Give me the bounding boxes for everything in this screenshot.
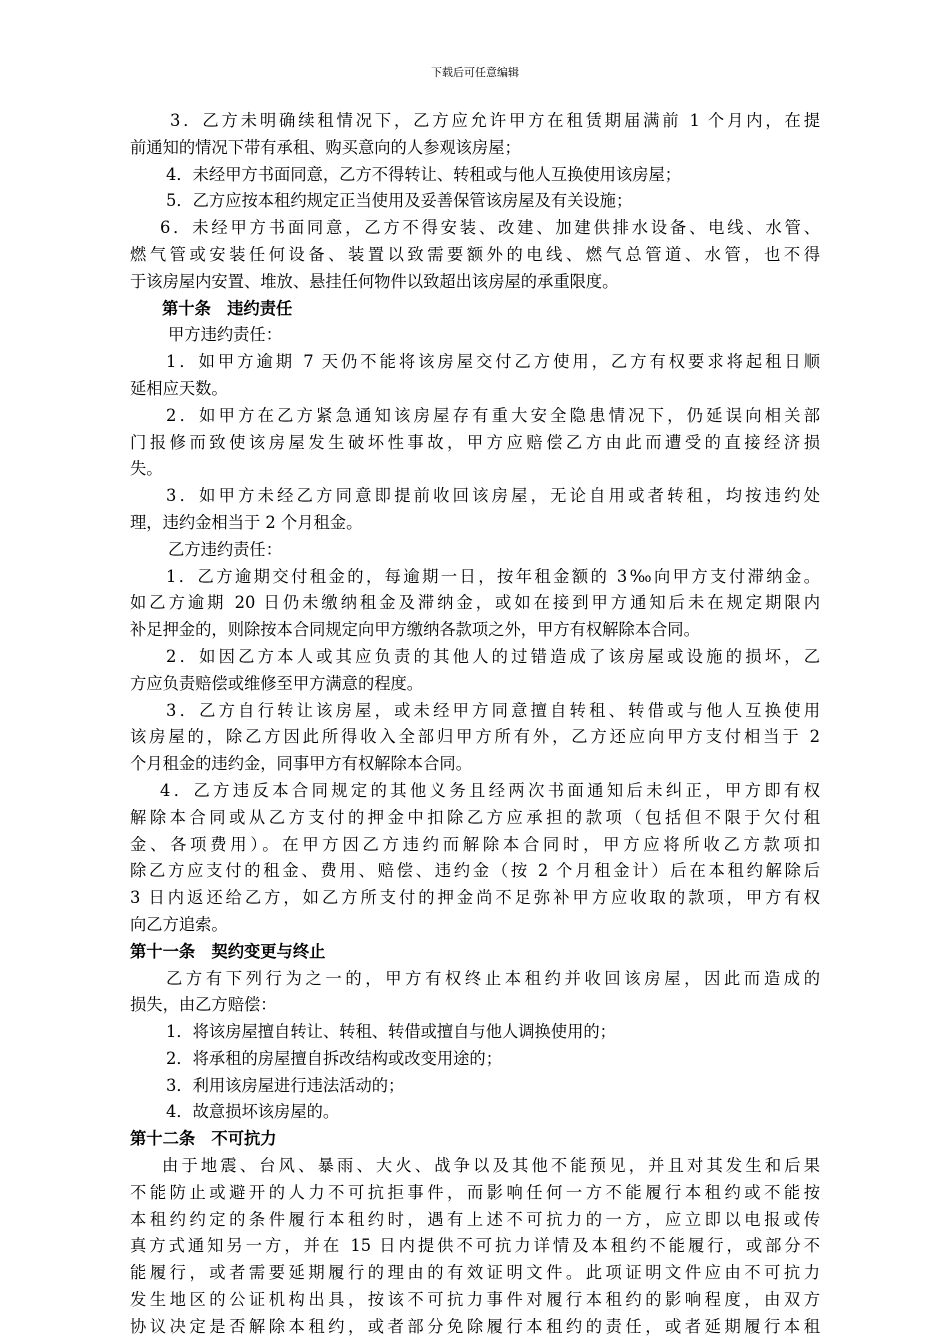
text-line: 如乙方逾期 20 日仍未缴纳租金及滞纳金，或如在接到甲方通知后未在规定期限内 [130, 593, 820, 613]
text-line: 解除本合同或从乙方支付的押金中扣除乙方应承担的款项（包括但不限于欠付租 [130, 807, 820, 827]
text-line: 前通知的情况下带有承租、购买意向的人参观该房屋； [130, 137, 521, 157]
text-line: 乙方违约责任： [168, 539, 282, 559]
text-line: 3．如甲方未经乙方同意即提前收回该房屋，无论自用或者转租，均按违约处 [166, 486, 820, 506]
text-line: 6．未经甲方书面同意，乙方不得安装、改建、加建供排水设备、电线、水管、 [160, 218, 820, 238]
text-line: 3．利用该房屋进行违法活动的； [166, 1075, 405, 1095]
text-line: 不能防止或避开的人力不可抗拒事件，而影响任何一方不能履行本租约或不能按 [130, 1182, 820, 1202]
text-line: 门报修而致使该房屋发生破坏性事故，甲方应赔偿乙方由此而遭受的直接经济损 [130, 432, 820, 452]
text-line: 1．乙方逾期交付租金的，每逾期一日，按年租金额的 3‰向甲方支付滞纳金。 [166, 566, 820, 586]
text-line: 协议决定是否解除本租约，或者部分免除履行本租约的责任，或者延期履行本租 [130, 1316, 820, 1336]
section-heading: 第十二条 不可抗力 [130, 1129, 277, 1149]
text-line: 2．如因乙方本人或其应负责的其他人的过错造成了该房屋或设施的损坏，乙 [166, 646, 820, 666]
text-line: 损失，由乙方赔偿： [130, 995, 277, 1015]
text-line: 失。 [130, 459, 163, 479]
text-line: 3．乙方未明确续租情况下，乙方应允许甲方在租赁期届满前 1 个月内，在提 [170, 111, 820, 130]
text-line: 乙方有下列行为之一的，甲方有权终止本租约并收回该房屋，因此而造成的 [166, 968, 820, 988]
text-line: 由于地震、台风、暴雨、大火、战争以及其他不能预见，并且对其发生和后果 [162, 1156, 820, 1176]
text-line: 4．未经甲方书面同意，乙方不得转让、转租或与他人互换使用该房屋； [166, 164, 682, 184]
page-header: 下载后可任意编辑 [431, 66, 519, 79]
text-line: 补足押金的，则除按本合同规定向甲方缴纳各款项之外，甲方有权解除本合同。 [130, 620, 700, 640]
text-line: 金、各项费用）。在甲方因乙方违约而解除本合同时，甲方应将所收乙方款项扣 [130, 834, 820, 854]
text-line: 2．将承租的房屋擅自拆改结构或改变用途的； [166, 1048, 502, 1068]
text-line: 甲方违约责任： [168, 325, 282, 345]
text-line: 于该房屋内安置、堆放、悬挂任何物件以致超出该房屋的承重限度。 [130, 271, 619, 291]
text-line: 3 日内返还给乙方，如乙方所支付的押金尚不足弥补甲方应收取的款项，甲方有权 [130, 888, 820, 908]
text-line: 3．乙方自行转让该房屋，或未经甲方同意擅自转租、转借或与他人互换使用 [166, 700, 820, 720]
text-line: 能履行，或者需要延期履行的理由的有效证明文件。此项证明文件应由不可抗力 [130, 1263, 820, 1283]
text-line: 4．故意损坏该房屋的。 [166, 1102, 340, 1122]
text-line: 延相应天数。 [130, 378, 228, 398]
text-line: 理，违约金相当于 2 个月租金。 [130, 512, 363, 532]
text-line: 方应负责赔偿或维修至甲方满意的程度。 [130, 673, 424, 693]
text-line: 燃气管或安装任何设备、装置以致需要额外的电线、燃气总管道、水管，也不得 [130, 244, 820, 264]
text-line: 1．将该房屋擅自转让、转租、转借或擅自与他人调换使用的； [166, 1022, 616, 1042]
text-line: 2．如甲方在乙方紧急通知该房屋存有重大安全隐患情况下，仍延误向相关部 [166, 405, 820, 425]
text-line: 该房屋的，除乙方因此所得收入全部归甲方所有外，乙方还应向甲方支付相当于 2 [130, 727, 820, 747]
text-line: 1．如甲方逾期 7 天仍不能将该房屋交付乙方使用，乙方有权要求将起租日顺 [166, 352, 820, 372]
text-line: 除乙方应支付的租金、费用、赔偿、违约金（按 2 个月租金计）后在本租约解除后 [130, 861, 820, 881]
text-line: 发生地区的公证机构出具，按该不可抗力事件对履行本租约的影响程度，由双方 [130, 1290, 820, 1310]
text-line: 真方式通知另一方，并在 15 日内提供不可抗力详情及本租约不能履行，或部分不 [130, 1236, 820, 1256]
text-line: 个月租金的违约金，同事甲方有权解除本合同。 [130, 754, 472, 774]
text-line: 向乙方追索。 [130, 914, 228, 934]
text-line: 5．乙方应按本租约规定正当使用及妥善保管该房屋及有关设施； [166, 191, 633, 211]
document-body [130, 108, 820, 1341]
section-heading: 第十一条 契约变更与终止 [130, 941, 326, 961]
text-line: 4．乙方违反本合同规定的其他义务且经两次书面通知后未纠正，甲方即有权 [160, 780, 820, 800]
section-heading: 第十条 违约责任 [162, 298, 293, 318]
text-line: 本租约约定的条件履行本租约时，遇有上述不可抗力的一方，应立即以电报或传 [130, 1209, 820, 1229]
